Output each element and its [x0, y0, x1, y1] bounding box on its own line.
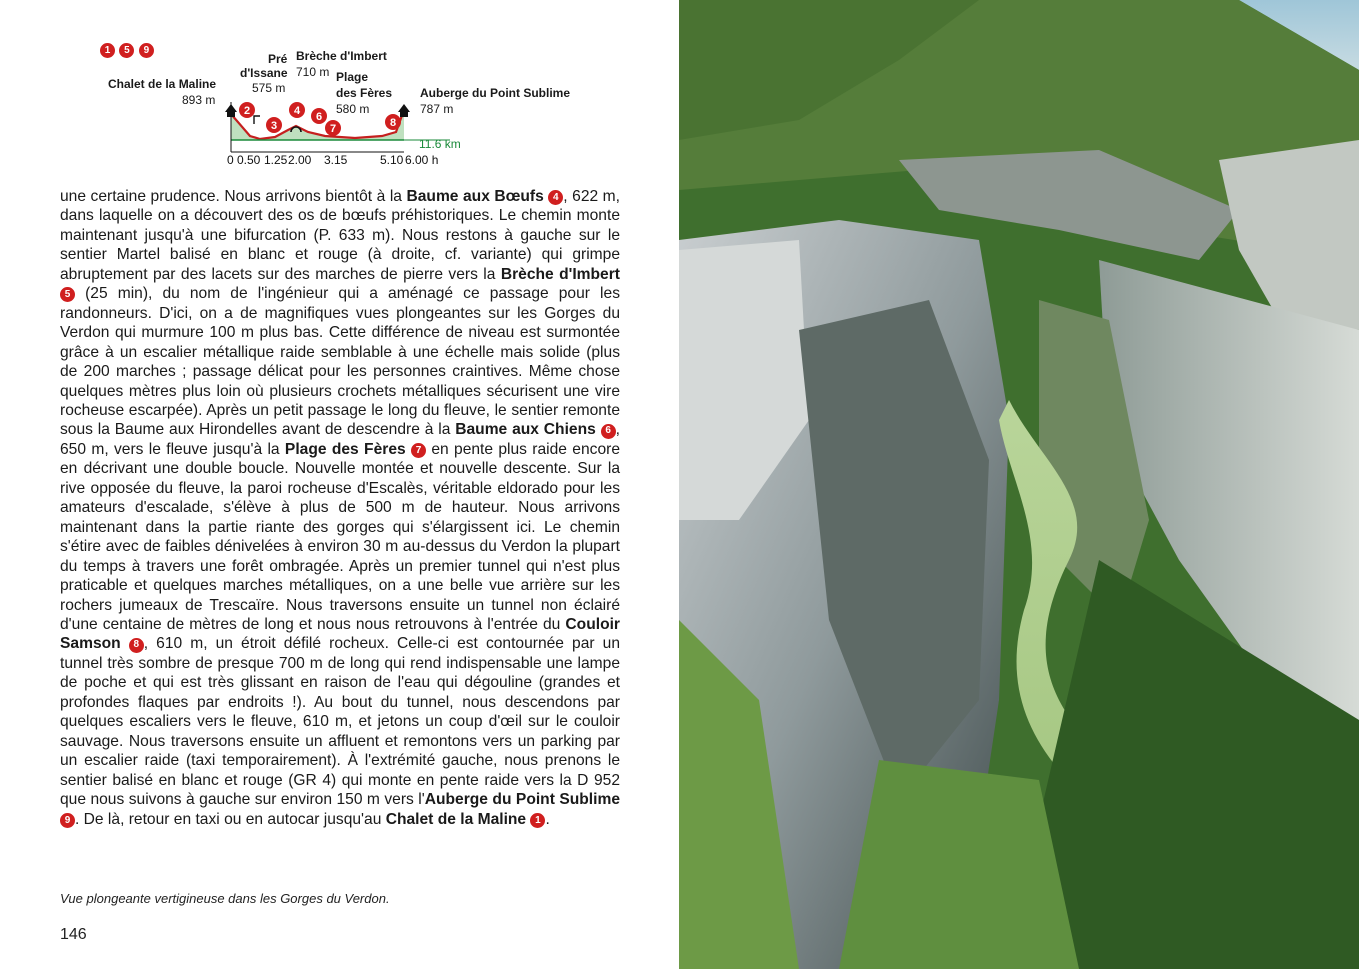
time-tick: 3.15 [324, 153, 348, 167]
marker-9: 9 [139, 43, 154, 58]
gorge-photo [679, 0, 1359, 969]
distance-label: 11.6 km [419, 137, 461, 151]
plage-label-2: des Fères [336, 86, 393, 100]
pre-label-2: d'Issane [240, 66, 288, 80]
place-baume-aux-boeufs: Baume aux Bœufs [406, 188, 544, 205]
place-breche-dimbert: Brèche d'Imbert [500, 265, 620, 283]
auberge-label: Auberge du Point Sublime [420, 86, 571, 100]
marker-inline: 4 [548, 190, 563, 205]
time-tick: 5.10 [380, 153, 404, 167]
place-plage-des-feres: Plage des Fères [284, 440, 406, 458]
photo-caption: Vue plongeante vertigineuse dans les Gorges du Verdon. [60, 891, 390, 906]
time-tick: 1.25 [264, 153, 288, 167]
place-auberge-point-sublime: Auberge du Point Sublime [424, 791, 620, 809]
profile-waypoints [239, 102, 401, 136]
waypoint-7-label: 7 [329, 123, 337, 135]
page-number: 146 [60, 926, 87, 943]
marker-inline: 8 [129, 638, 144, 653]
time-tick: 0.50 [237, 153, 261, 167]
pre-altitude: 575 m [252, 81, 286, 95]
place-baume-aux-chiens: Baume aux Chiens [455, 421, 596, 439]
plage-altitude: 580 m [336, 102, 370, 116]
pre-label-1: Pré [268, 52, 288, 66]
time-tick: 2.00 [288, 153, 312, 167]
place-chalet-de-la-maline: Chalet de la Maline [385, 810, 527, 828]
waypoint-4-label: 4 [293, 105, 301, 117]
waypoint-2-label: 2 [243, 105, 251, 117]
profile-graph [100, 40, 620, 170]
body-text: une certaine prudence. Nous arrivons bientôt à la Baume aux Bœufs 4 , 622 m, dans laquelle on a découvert des os de bœufs préhistoriques. Le chemin monte maintenant jusqu'à une bifurcation (P. 633 m). Nous restons à gauche sur le sentier Martel balisé en blanc et rouge (à droite, cf. variante) qui grimpe abruptement par des lacets sur des marches de pierre vers la Brèche d'Imbert 5 (25 min), du nom de l'ingénieur qui a aménagé ce passage pour les randonneurs. D'ici, on a de magnifiques vues plongeantes sur les Gorges du Verdon qui murmure 100 m plus bas. Cette différence de niveau est surmontée grâce à un escalier métallique raide semblable à une échelle mais solide (plus de 200 marches ; passage délicat pour les personnes craintives. Même chose quelques mètres plus loin où plusieurs crochets métalliques sécurisent une vire rocheuse escarpée). Après un petit passage le long du fleuve, le sentier remonte sous la Baume aux Hirondelles avant de descendre à la Baume aux Chiens 6 , 650 m, vers le fleuve jusqu'à la Plage des Fères 7 en pente plus raide encore en décrivant une double boucle. Nouvelle montée et nouvelle descente. Sur la rive opposée du fleuve, la paroi rocheuse d'Escalès, véritable eldorado pour les amateurs d'escalade, s'élève à plus de 500 m de hauteur. Nous arrivons maintenant dans la partie riante des gorges qui s'élargissent ici. Le chemin s'étire avec de faibles dénivelées à environ 30 m au-dessus du Verdon la plupart du temps à travers une forêt ombragée. Après un premier tunnel qui n'est plus praticable et quelques marches métalliques, on a une belle vue arrière sur les rochers jumeaux de Trescaïre. Nous traversons ensuite un tunnel non éclairé d'une centaine de mètres de long et nous nous retrouvons à l'entrée du Couloir Samson 8 , 610 m, un étroit défilé rocheux. Celle-ci est contournée par un tunnel très sombre de presque 700 m de long qui rend indispensable une lampe de poche et qui est très glissant en raison de l'eau qui dégouline (grandes et profondes flaques par endroits !). Au bout du tunnel, nous descendons par quelques escaliers vers le fleuve, 610 m, et jetons un coup d'œil sur le couloir sauvage. Nous traversons ensuite un affluent et remontons vers un parking par un escalier raide (taxi temporairement). À l'extrémité gauche, nous prenons le sentier balisé en blanc et rouge (GR 4) qui monte en pente raide vers la D 952 que nous suivons à gauche sur environ 150 m vers l'Auberge du Point Sublime 9 . De là, retour en taxi ou en autocar jusqu'au Chalet de la Maline 1 . [60, 188, 621, 828]
auberge-altitude: 787 m [420, 102, 454, 116]
left-page [0, 0, 679, 969]
marker-inline: 6 [601, 424, 616, 439]
chalet-altitude: 893 m [182, 93, 216, 107]
marker-inline: 7 [411, 443, 426, 458]
waypoint-6-label: 6 [315, 111, 323, 123]
marker-5: 5 [119, 43, 134, 58]
marker-inline: 5 [60, 287, 75, 302]
marker-inline: 9 [60, 813, 75, 828]
time-tick: 6.00 h [405, 153, 439, 167]
breche-altitude: 710 m [296, 65, 330, 79]
elevation-profile [100, 40, 620, 170]
place-couloir-samson: Couloir Samson [60, 615, 620, 653]
time-tick: 0 [227, 153, 234, 167]
plage-label-1: Plage [336, 70, 369, 84]
breche-label: Brèche d'Imbert [296, 49, 387, 63]
waypoint-8-label: 8 [389, 117, 397, 129]
chalet-label: Chalet de la Maline [108, 77, 217, 91]
time-axis [227, 153, 438, 167]
marker-1: 1 [100, 43, 115, 58]
waypoint-3-label: 3 [270, 120, 278, 132]
marker-inline: 1 [530, 813, 545, 828]
